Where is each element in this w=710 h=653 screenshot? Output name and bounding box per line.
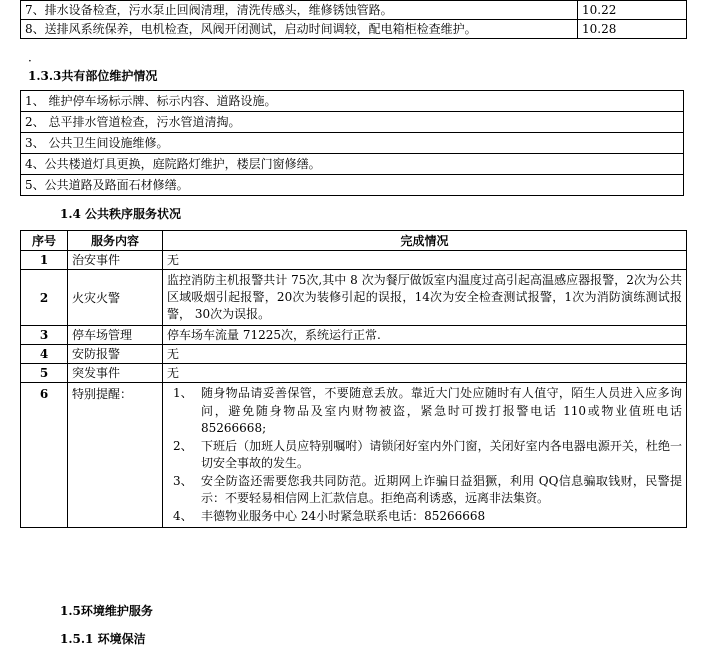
section-heading-1-5-1: 1.5.1 环境保洁 — [60, 632, 146, 646]
maintenance-item: 7、排水设备检查，污水泵止回阀清理，清洗传感头，维修锈蚀管路。 — [21, 1, 578, 20]
section-heading-1-3-3: 1.3.3共有部位维护情况 — [28, 69, 158, 83]
maintenance-item: 8、送排风系统保养，电机检查，风阀开闭测试，启动时间调较，配电箱柜检查维护。 — [21, 20, 578, 39]
shared-parts-box — [20, 90, 684, 196]
maintenance-date: 10.28 — [578, 20, 687, 39]
table-row — [21, 270, 687, 326]
row-status: 无 — [163, 251, 687, 270]
special-reminders-list — [167, 383, 682, 527]
list-item: 4、公共楼道灯具更换，庭院路灯维护，楼层门窗修缮。 — [21, 154, 683, 175]
table-row — [21, 345, 687, 364]
section-heading-1-5: 1.5环境维护服务 — [60, 604, 153, 618]
header-status: 完成情况 — [163, 231, 687, 251]
section-heading-1-4: 1.4 公共秩序服务状况 — [60, 207, 182, 221]
row-service: 突发事件 — [68, 364, 163, 383]
row-status: 无 — [163, 345, 687, 364]
row-no: 6 — [21, 383, 68, 528]
list-item: 2、 下班后（加班人员应特别嘱咐）请锁闭好室内外门窗，关闭好室内各电器电源开关，杜绝一切安全事故的发生。 — [173, 438, 682, 470]
public-order-table — [20, 230, 687, 528]
row-no: 1 — [21, 251, 68, 270]
row-no: 3 — [21, 326, 68, 345]
table-header-row — [21, 231, 687, 251]
list-item: 3、 公共卫生间设施维修。 — [21, 133, 683, 154]
row-service: 停车场管理 — [68, 326, 163, 345]
maintenance-table — [20, 0, 687, 39]
list-item: 2、 总平排水管道检查，污水管道清掏。 — [21, 112, 683, 133]
table-row — [21, 383, 687, 528]
row-status: 无 — [163, 364, 687, 383]
table-row — [21, 20, 687, 39]
table-row — [21, 326, 687, 345]
row-service: 治安事件 — [68, 251, 163, 270]
list-item: 4、 丰德物业服务中心 24小时紧急联系电话：85266668 — [173, 508, 486, 523]
row-status: 停车场车流量 71225次，系统运行正常. — [163, 326, 687, 345]
maintenance-date: 10.22 — [578, 1, 687, 20]
list-item: 5、公共道路及路面石材修缮。 — [25, 178, 189, 192]
row-status: 监控消防主机报警共计 75次,其中 8 次为餐厅做饭室内温度过高引起高温感应器报警，2次为公共区域吸烟引起报警，20次为装修引起的误报，14次为安全检查测试报警，1次为消防演练测试报警， 30次为误报。 — [167, 273, 682, 321]
list-item: 1、 随身物品请妥善保管，不要随意丢放。靠近大门处应随时有人值守，陌生人员进入应多询问，避免随身物品及室内财物被盗，紧急时可拨打报警电话 110或物业值班电话 85266668; — [173, 386, 682, 435]
list-item: 1、 维护停车场标示牌、标示内容、道路设施。 — [21, 91, 683, 112]
row-service: 安防报警 — [68, 345, 163, 364]
paragraph-mark: · — [28, 54, 32, 68]
row-no: 4 — [21, 345, 68, 364]
header-service: 服务内容 — [68, 231, 163, 251]
list-item: 3、 安全防盗还需要您我共同防范。近期网上诈骗日益猖獗，利用 QQ信息骗取钱财，民警提示：不要轻易相信网上汇款信息。拒绝高利诱惑，远离非法集资。 — [173, 473, 682, 505]
header-no: 序号 — [21, 231, 68, 251]
table-row — [21, 251, 687, 270]
row-no: 2 — [21, 270, 68, 326]
table-row — [21, 1, 687, 20]
row-service: 特别提醒： — [68, 383, 163, 528]
row-service: 火灾火警 — [68, 270, 163, 326]
row-no: 5 — [21, 364, 68, 383]
table-row — [21, 364, 687, 383]
